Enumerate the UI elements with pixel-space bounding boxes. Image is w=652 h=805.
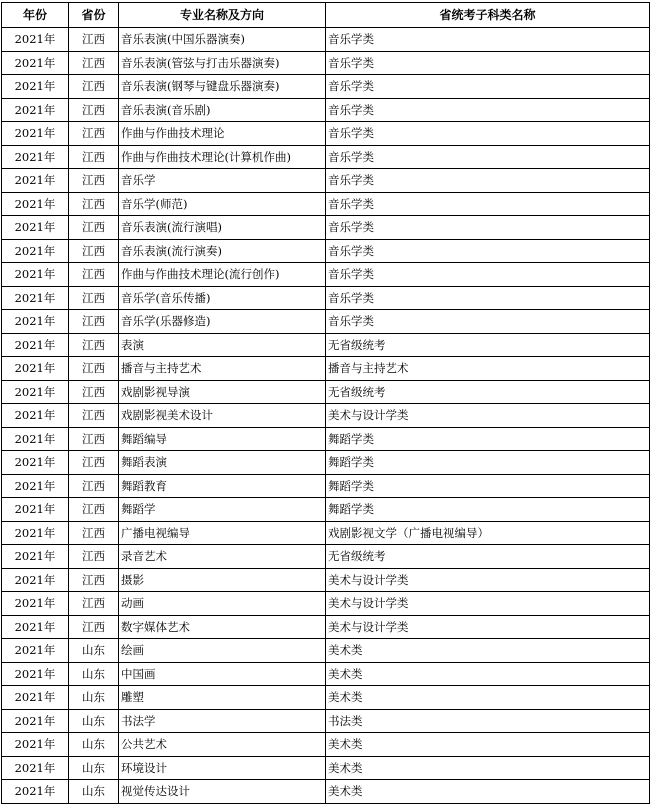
cell-major: 公共艺术	[119, 733, 326, 757]
cell-year: 2021年	[2, 98, 69, 122]
cell-province: 山东	[69, 780, 119, 804]
table-row	[2, 122, 650, 146]
table-row	[2, 380, 650, 404]
table-header	[2, 3, 650, 28]
table-row	[2, 639, 650, 663]
cell-province: 江西	[69, 192, 119, 216]
cell-province: 江西	[69, 216, 119, 240]
cell-year: 2021年	[2, 51, 69, 75]
cell-category: 美术类	[326, 662, 650, 686]
cell-category: 美术与设计学类	[326, 615, 650, 639]
cell-province: 江西	[69, 451, 119, 475]
cell-category: 无省级统考	[326, 333, 650, 357]
cell-province: 山东	[69, 662, 119, 686]
cell-province: 江西	[69, 592, 119, 616]
table-row	[2, 662, 650, 686]
cell-province: 江西	[69, 51, 119, 75]
cell-province: 江西	[69, 28, 119, 52]
cell-category: 音乐学类	[326, 51, 650, 75]
cell-major: 视觉传达设计	[119, 780, 326, 804]
table-row	[2, 239, 650, 263]
cell-category: 音乐学类	[326, 192, 650, 216]
table-row	[2, 28, 650, 52]
cell-category: 音乐学类	[326, 216, 650, 240]
cell-province: 江西	[69, 98, 119, 122]
major-category-table	[1, 2, 650, 804]
table-row	[2, 474, 650, 498]
cell-major: 作曲与作曲技术理论(流行创作)	[119, 263, 326, 287]
cell-province: 江西	[69, 75, 119, 99]
cell-major: 录音艺术	[119, 545, 326, 569]
cell-year: 2021年	[2, 357, 69, 381]
cell-year: 2021年	[2, 28, 69, 52]
table-row	[2, 615, 650, 639]
cell-category: 无省级统考	[326, 545, 650, 569]
table-row	[2, 686, 650, 710]
cell-province: 江西	[69, 357, 119, 381]
cell-province: 江西	[69, 474, 119, 498]
cell-province: 山东	[69, 733, 119, 757]
cell-category: 音乐学类	[326, 169, 650, 193]
table-row	[2, 169, 650, 193]
header-province: 省份	[69, 3, 119, 28]
cell-major: 音乐学	[119, 169, 326, 193]
cell-category: 美术类	[326, 733, 650, 757]
cell-major: 舞蹈表演	[119, 451, 326, 475]
cell-major: 舞蹈编导	[119, 427, 326, 451]
table-row	[2, 357, 650, 381]
cell-category: 美术类	[326, 686, 650, 710]
table-row	[2, 780, 650, 804]
cell-category: 舞蹈学类	[326, 451, 650, 475]
cell-major: 中国画	[119, 662, 326, 686]
cell-category: 音乐学类	[326, 286, 650, 310]
cell-year: 2021年	[2, 310, 69, 334]
cell-major: 表演	[119, 333, 326, 357]
table-row	[2, 404, 650, 428]
cell-major: 音乐表演(音乐剧)	[119, 98, 326, 122]
cell-major: 音乐表演(流行演奏)	[119, 239, 326, 263]
cell-year: 2021年	[2, 427, 69, 451]
cell-year: 2021年	[2, 333, 69, 357]
cell-year: 2021年	[2, 404, 69, 428]
cell-province: 江西	[69, 498, 119, 522]
cell-year: 2021年	[2, 756, 69, 780]
header-row	[2, 3, 650, 28]
table-row	[2, 451, 650, 475]
cell-year: 2021年	[2, 615, 69, 639]
header-category: 省统考子科类名称	[326, 3, 650, 28]
cell-category: 舞蹈学类	[326, 474, 650, 498]
cell-category: 美术类	[326, 756, 650, 780]
cell-province: 江西	[69, 568, 119, 592]
cell-year: 2021年	[2, 122, 69, 146]
cell-major: 舞蹈学	[119, 498, 326, 522]
header-major: 专业名称及方向	[119, 3, 326, 28]
cell-major: 播音与主持艺术	[119, 357, 326, 381]
cell-category: 舞蹈学类	[326, 498, 650, 522]
cell-category: 音乐学类	[326, 239, 650, 263]
cell-major: 音乐表演(流行演唱)	[119, 216, 326, 240]
cell-major: 舞蹈教育	[119, 474, 326, 498]
cell-province: 山东	[69, 686, 119, 710]
cell-category: 戏剧影视文学（广播电视编导）	[326, 521, 650, 545]
cell-year: 2021年	[2, 733, 69, 757]
cell-major: 戏剧影视美术设计	[119, 404, 326, 428]
cell-major: 作曲与作曲技术理论(计算机作曲)	[119, 145, 326, 169]
cell-year: 2021年	[2, 639, 69, 663]
table-row	[2, 98, 650, 122]
cell-major: 戏剧影视导演	[119, 380, 326, 404]
cell-category: 美术类	[326, 639, 650, 663]
cell-year: 2021年	[2, 568, 69, 592]
table-row	[2, 145, 650, 169]
cell-category: 美术类	[326, 780, 650, 804]
cell-category: 书法类	[326, 709, 650, 733]
cell-province: 山东	[69, 639, 119, 663]
cell-major: 作曲与作曲技术理论	[119, 122, 326, 146]
cell-year: 2021年	[2, 380, 69, 404]
table-row	[2, 733, 650, 757]
cell-province: 江西	[69, 545, 119, 569]
cell-year: 2021年	[2, 474, 69, 498]
cell-province: 江西	[69, 380, 119, 404]
cell-category: 音乐学类	[326, 145, 650, 169]
cell-major: 摄影	[119, 568, 326, 592]
cell-major: 动画	[119, 592, 326, 616]
cell-major: 音乐学(乐器修造)	[119, 310, 326, 334]
cell-province: 江西	[69, 404, 119, 428]
cell-province: 江西	[69, 239, 119, 263]
cell-province: 山东	[69, 709, 119, 733]
cell-year: 2021年	[2, 545, 69, 569]
cell-major: 数字媒体艺术	[119, 615, 326, 639]
table-row	[2, 545, 650, 569]
cell-year: 2021年	[2, 780, 69, 804]
table-row	[2, 286, 650, 310]
table-row	[2, 310, 650, 334]
cell-category: 无省级统考	[326, 380, 650, 404]
cell-category: 音乐学类	[326, 310, 650, 334]
cell-province: 江西	[69, 286, 119, 310]
cell-year: 2021年	[2, 286, 69, 310]
cell-category: 播音与主持艺术	[326, 357, 650, 381]
cell-year: 2021年	[2, 145, 69, 169]
cell-major: 绘画	[119, 639, 326, 663]
cell-major: 环境设计	[119, 756, 326, 780]
table-row	[2, 216, 650, 240]
cell-province: 江西	[69, 145, 119, 169]
table-row	[2, 427, 650, 451]
cell-category: 音乐学类	[326, 75, 650, 99]
cell-province: 江西	[69, 333, 119, 357]
cell-year: 2021年	[2, 592, 69, 616]
cell-year: 2021年	[2, 451, 69, 475]
cell-year: 2021年	[2, 239, 69, 263]
cell-province: 山东	[69, 756, 119, 780]
cell-year: 2021年	[2, 521, 69, 545]
cell-category: 美术与设计学类	[326, 404, 650, 428]
table-row	[2, 51, 650, 75]
cell-province: 江西	[69, 122, 119, 146]
table-row	[2, 192, 650, 216]
cell-category: 音乐学类	[326, 263, 650, 287]
cell-province: 江西	[69, 263, 119, 287]
table-row	[2, 568, 650, 592]
cell-year: 2021年	[2, 709, 69, 733]
cell-major: 音乐表演(中国乐器演奏)	[119, 28, 326, 52]
cell-category: 音乐学类	[326, 98, 650, 122]
cell-major: 音乐学(音乐传播)	[119, 286, 326, 310]
cell-category: 美术与设计学类	[326, 592, 650, 616]
cell-category: 舞蹈学类	[326, 427, 650, 451]
table-row	[2, 498, 650, 522]
table-body	[2, 28, 650, 804]
cell-category: 美术与设计学类	[326, 568, 650, 592]
cell-province: 江西	[69, 169, 119, 193]
cell-year: 2021年	[2, 686, 69, 710]
cell-year: 2021年	[2, 192, 69, 216]
cell-year: 2021年	[2, 263, 69, 287]
cell-year: 2021年	[2, 216, 69, 240]
table-row	[2, 75, 650, 99]
table-row	[2, 756, 650, 780]
table-row	[2, 263, 650, 287]
cell-major: 音乐表演(钢琴与键盘乐器演奏)	[119, 75, 326, 99]
table-row	[2, 333, 650, 357]
header-year: 年份	[2, 3, 69, 28]
cell-major: 音乐表演(管弦与打击乐器演奏)	[119, 51, 326, 75]
cell-province: 江西	[69, 310, 119, 334]
table-row	[2, 521, 650, 545]
cell-major: 书法学	[119, 709, 326, 733]
cell-category: 音乐学类	[326, 122, 650, 146]
cell-major: 音乐学(师范)	[119, 192, 326, 216]
table-row	[2, 709, 650, 733]
cell-year: 2021年	[2, 662, 69, 686]
cell-province: 江西	[69, 427, 119, 451]
cell-major: 雕塑	[119, 686, 326, 710]
cell-province: 江西	[69, 615, 119, 639]
cell-year: 2021年	[2, 169, 69, 193]
cell-year: 2021年	[2, 75, 69, 99]
cell-province: 江西	[69, 521, 119, 545]
table-row	[2, 592, 650, 616]
cell-year: 2021年	[2, 498, 69, 522]
cell-category: 音乐学类	[326, 28, 650, 52]
cell-major: 广播电视编导	[119, 521, 326, 545]
